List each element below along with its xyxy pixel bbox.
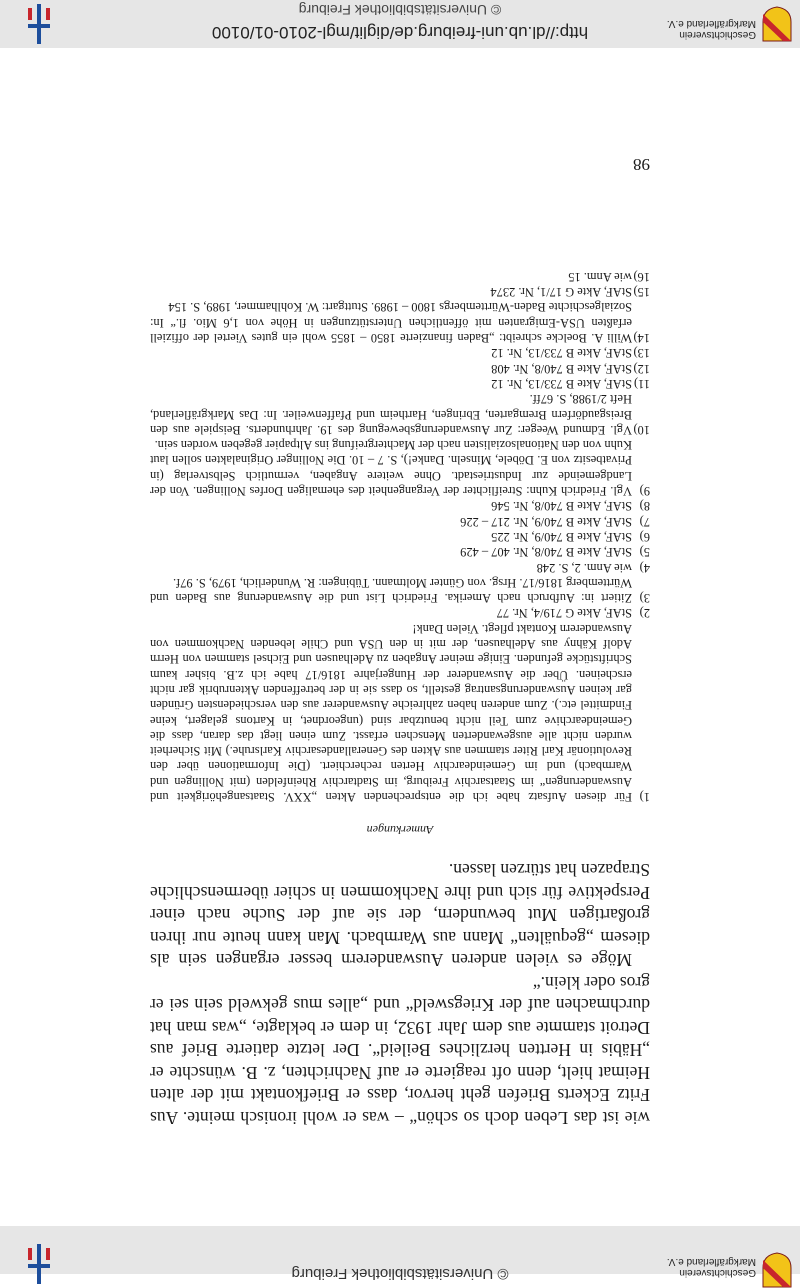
note-text: Vgl. Edmund Weeger: Zur Auswanderungsbewegung des 19. Jahrhunderts. Beispiele aus den Breisgaudörfern Bremgarten, Ebringen, Hartheim und Pfaffenweiler. In: Das Markgräflerland, Heft 2/1988, S. 67ff. xyxy=(150,392,632,437)
note-item xyxy=(150,605,650,620)
note-text: StAF, Akte B 740/8, Nr. 546 xyxy=(491,499,632,514)
note-item xyxy=(150,269,650,284)
note-text: Für diesen Aufsatz habe ich die entsprechenden Akten „XXV. Staatsangehörigkeit und Auswanderungen“ im Staatsarchiv Freiburg, im Stadtarchiv Rheinfelden (mit Nollingen und Warmbach) und im Gemeindearchiv Herten recherchiert. (Die Informationen über den Revolutionär Karl Riter stammen aus Akten des Generallandesarchiv Karlsruhe.) Mit Sicherheit wurden nicht alle ausgewanderten Menschen erfasst. Zum einen liegt das daran, dass die Gemeindearchive zum Teil nicht benutzbar sind (ungeordnet, in Kartons gelagert, keine Findmittel etc.). Zum anderen haben zahlreiche Auswanderer aus den verschiedensten Gründen gar keinen Auswanderungsantrag gestellt, so dass sie in der betreffenden Aktenrubrik gar nicht erscheinen. Über die Auswanderer der Hungerjahre 1816/17 habe ich z.B. bisher kaum Schriftstücke gefunden. Einige meiner Angaben zu Adelhausen und Eichsel stammen von Herrn Adolf Kähny aus Adelhausen, der mit in den USA und Chile lebenden Nachkommen von Auswanderern Kontakt pflegt. Vielen Dank! xyxy=(150,621,632,804)
note-number: 13) xyxy=(633,346,650,361)
note-item xyxy=(150,360,650,375)
note-number: 6) xyxy=(639,529,650,544)
note-number: 16) xyxy=(633,269,650,284)
ub-freiburg-logo-icon xyxy=(22,1244,56,1284)
note-text: wie Anm. 15 xyxy=(568,269,632,284)
note-number: 3) xyxy=(639,591,650,606)
note-item xyxy=(150,391,650,437)
note-item xyxy=(150,498,650,513)
note-text: StAF, Akte B 740/9, Nr. 225 xyxy=(491,529,632,544)
note-text: Zitiert in: Aufbruch nach Amerika. Friedrich List und die Auswanderung aus Baden und Württemberg 1816/17. Hrsg. von Günter Moltmann. Tübingen: R. Wunderlich, 1979, S. 97f. xyxy=(150,575,632,606)
note-item xyxy=(150,529,650,544)
note-text: StAF, Akte B 733/13, Nr. 12 xyxy=(491,376,632,391)
note-number: 15) xyxy=(633,285,650,300)
ub-freiburg-logo-icon xyxy=(22,4,56,44)
note-item xyxy=(150,345,650,360)
note-number: 2) xyxy=(639,606,650,621)
note-item xyxy=(150,437,650,498)
footer-url[interactable]: http://dl.ub.uni-freiburg.de/diglit/mgl-2010-01/0100 xyxy=(211,23,589,42)
verein-line-2: Markgräflerland e.V. xyxy=(666,1256,756,1267)
body-paragraph-1: wie ist das Leben doch so schön“ – was er wohl ironisch meinte. Aus Fritz Eckerts Briefen geht hervor, dass er Briefkontakt mit der alten Heimat hielt, denn oft reagierte er auf Nachrichten, z. B. wünschte er „Häbis in Hertten herzliches Beileid“. Der letzte datierte Brief aus Detroit stammte aus dem Jahr 1932, in dem er beklagte, „was man hat durchmachen auf der Kriegsweld“ und „alles mus gekweld sein sei er gros oder klein.“ xyxy=(150,973,650,1128)
note-number: 14) xyxy=(633,331,650,346)
header-verein-label xyxy=(667,1256,756,1278)
note-item xyxy=(150,376,650,391)
note-item xyxy=(150,513,650,528)
note-text: StAF, Akte B 740/8, Nr. 408 xyxy=(491,361,632,376)
notes-heading: Anmerkungen xyxy=(366,823,434,837)
note-text: Vgl. Friedrich Kuhn: Streiflichter der Vergangenheit des ehemaligen Dorfes Nollingen. Von der Landgemeinde zur Industriestadt. Ohne weitere Angaben, vermutlich Selbstverlag (in Privatbesitz von E. Döbele, Minseln. Danke!), S. 7 – 10. Die Nollinger Originalakten sollen laut Kuhn von den Nationalsozialisten nach der Machtergreifung ins Altpapier gegeben worden sein. xyxy=(150,438,632,499)
note-item xyxy=(150,559,650,574)
note-item xyxy=(150,299,650,345)
note-text: StAF, Akte B 733/13, Nr. 12 xyxy=(491,346,632,361)
note-item xyxy=(150,575,650,606)
note-number: 8) xyxy=(639,499,650,514)
note-item xyxy=(150,620,650,804)
note-number: 11) xyxy=(633,376,650,391)
note-number: 10) xyxy=(633,422,650,437)
note-text: StAF, Akte G 719/4, Nr. 77 xyxy=(496,606,632,621)
note-text: wie Anm. 2, S. 248 xyxy=(536,560,632,575)
note-item xyxy=(150,284,650,299)
page-number: 98 xyxy=(633,155,650,174)
footer-bar xyxy=(0,0,800,48)
note-text: Willi A. Boelcke schreibt: „Baden finanzierte 1850 – 1855 wohl ein gutes Viertel der offiziell erfaßten USA-Emigranten mit öffentlichen Unterstützungen in Höhe von 1,6 Mio. fl.“ In: Sozialgeschichte Baden-Württembergs 1800 – 1989. Stuttgart: W. Kohlhammer, 1989, S. 154 xyxy=(150,300,632,346)
note-text: StAF, Akte B 740/9, Nr. 217 – 226 xyxy=(460,514,632,529)
footer-credit: © Universitätsbibliothek Freiburg xyxy=(298,2,502,18)
body-paragraph-2: Möge es vielen anderen Auswanderern besser ergangen sein als diesem „gequälten“ Mann aus Warmbach. Man kann heute nur ihren großartigen Mut bewundern, der sie auf der Suche nach einer Perspektive für sich und ihre Nachkommen in schier übermenschliche Strapazen hat stürzen lassen. xyxy=(150,860,650,971)
verein-line-1: Geschichtsverein xyxy=(679,1267,756,1278)
verein-line-2: Markgräflerland e.V. xyxy=(666,18,756,29)
note-number: 5) xyxy=(639,545,650,560)
body-text xyxy=(150,859,650,1129)
note-text: StAF, Akte B 740/8, Nr. 407 – 429 xyxy=(460,545,632,560)
footer-verein-label xyxy=(667,18,756,40)
note-number: 4) xyxy=(639,560,650,575)
coat-of-arms-icon xyxy=(762,1252,792,1288)
notes-list xyxy=(150,269,650,804)
note-number: 9) xyxy=(639,484,650,499)
coat-of-arms-icon xyxy=(762,6,792,42)
note-number: 12) xyxy=(633,361,650,376)
note-text: StAF, Akte G 17/1, Nr. 2374 xyxy=(490,285,632,300)
verein-line-1: Geschichtsverein xyxy=(679,29,756,40)
note-item xyxy=(150,544,650,559)
note-number: 1) xyxy=(639,790,650,804)
header-credit: © Universitätsbibliothek Freiburg xyxy=(291,1265,509,1282)
header-bar xyxy=(0,1226,800,1282)
note-number: 7) xyxy=(639,514,650,529)
